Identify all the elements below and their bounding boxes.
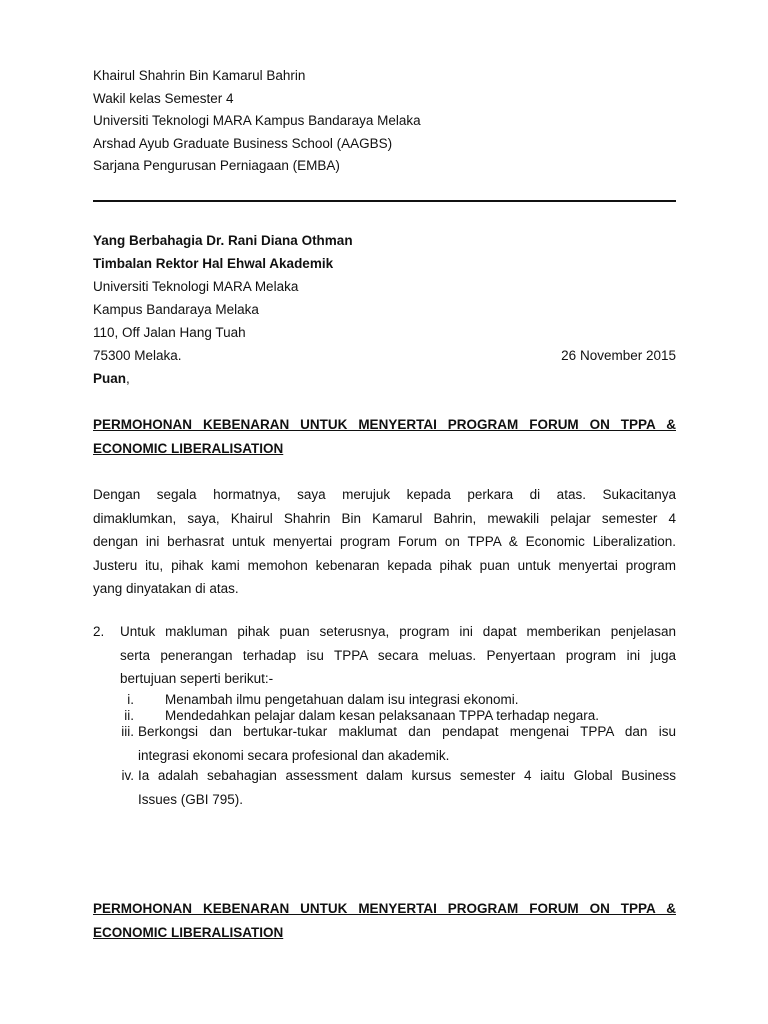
paragraph-2 [93,620,676,691]
salutation-comma: , [126,371,130,386]
paragraph-2-line-1: Untuk makluman pihak puan seterusnya, program ini dapat memberikan penjelasan [120,624,676,639]
recipient-postcode-city: 75300 Melaka. [93,348,182,363]
list-item-text: Menambah ilmu pengetahuan dalam isu integrasi ekonomi. [165,692,519,707]
paragraph-2-line-3: bertujuan seperti berikut:- [120,671,274,687]
sender-university: Universiti Teknologi MARA Kampus Bandaraya Melaka [93,113,421,129]
recipient-block [93,229,676,390]
list-item-line-1: Berkongsi dan bertukar-tukar maklumat dan pendapat mengenai TPPA dan isu [138,724,676,739]
subject-heading [93,413,676,461]
salutation-word: Puan [93,371,127,386]
list-item [93,764,676,812]
postcode-date-row [93,344,676,367]
paragraph-2-body [120,620,676,691]
list-item [93,724,676,764]
paragraph-1-line-1: Dengan segala hormatnya, saya merujuk kepada perkara di atas. Sukacitanya [93,487,676,502]
letter-date: 26 November 2015 [561,348,676,363]
paragraph-1-line-3: dengan ini berhasrat untuk menyertai program Forum on TPPA & Economic Liberalization. [93,534,676,550]
list-numeral: i. [127,692,134,707]
list-item-text [138,764,676,811]
header-divider [93,200,676,202]
subject-line-1: PERMOHONAN KEBENARAN UNTUK MENYERTAI PROGRAM FORUM ON TPPA & [93,417,676,432]
list-item-text: Mendedahkan pelajar dalam kesan pelaksanaan TPPA terhadap negara. [165,708,600,723]
list-item-line-1: Ia adalah sebahagian assessment dalam kursus semester 4 iaitu Global Business [138,768,676,783]
paragraph-1-line-4: Justeru itu, pihak kami memohon kebenaran kepada pihak puan untuk menyertai program [93,557,676,573]
sender-program: Sarjana Pengurusan Perniagaan (EMBA) [93,158,340,174]
list-item-line-2: Issues (GBI 795). [138,791,244,807]
subject-line-2: ECONOMIC LIBERALISATION [93,441,284,456]
sender-school: Arshad Ayub Graduate Business School (AAGBS) [93,135,393,151]
paragraph-2-number: 2. [93,624,105,639]
sender-block [93,65,676,178]
recipient-campus: Kampus Bandaraya Melaka [93,302,259,317]
recipient-institution: Universiti Teknologi MARA Melaka [93,279,299,294]
subject-heading-repeat [93,897,676,945]
paragraph-1-line-5: yang dinyatakan di atas. [93,581,239,597]
subject-repeat-line-1: PERMOHONAN KEBENARAN UNTUK MENYERTAI PROGRAM FORUM ON TPPA & [93,901,676,916]
list-item [93,692,676,708]
recipient-title: Timbalan Rektor Hal Ehwal Akademik [93,256,334,271]
paragraph-1-line-2: dimaklumkan, saya, Khairul Shahrin Bin Kamarul Bahrin, mewakili pelajar semester 4 [93,510,676,526]
recipient-street: 110, Off Jalan Hang Tuah [93,325,246,340]
list-item-line-2: integrasi ekonomi secara profesional dan akademik. [138,748,450,763]
list-numeral: iv. [121,768,134,783]
salutation [93,367,676,390]
paragraph-2-line-2: serta penerangan terhadap isu TPPA secara meluas. Penyertaan program ini juga [120,647,676,663]
list-item [93,708,676,724]
list-numeral: iii. [121,724,134,739]
paragraph-1 [93,483,676,601]
list-item-text [138,724,676,764]
objectives-list [93,692,676,812]
subject-repeat-line-2: ECONOMIC LIBERALISATION [93,925,284,940]
sender-name: Khairul Shahrin Bin Kamarul Bahrin [93,68,306,83]
recipient-name: Yang Berbahagia Dr. Rani Diana Othman [93,233,353,248]
sender-role: Wakil kelas Semester 4 [93,90,234,106]
list-numeral: ii. [124,708,134,723]
